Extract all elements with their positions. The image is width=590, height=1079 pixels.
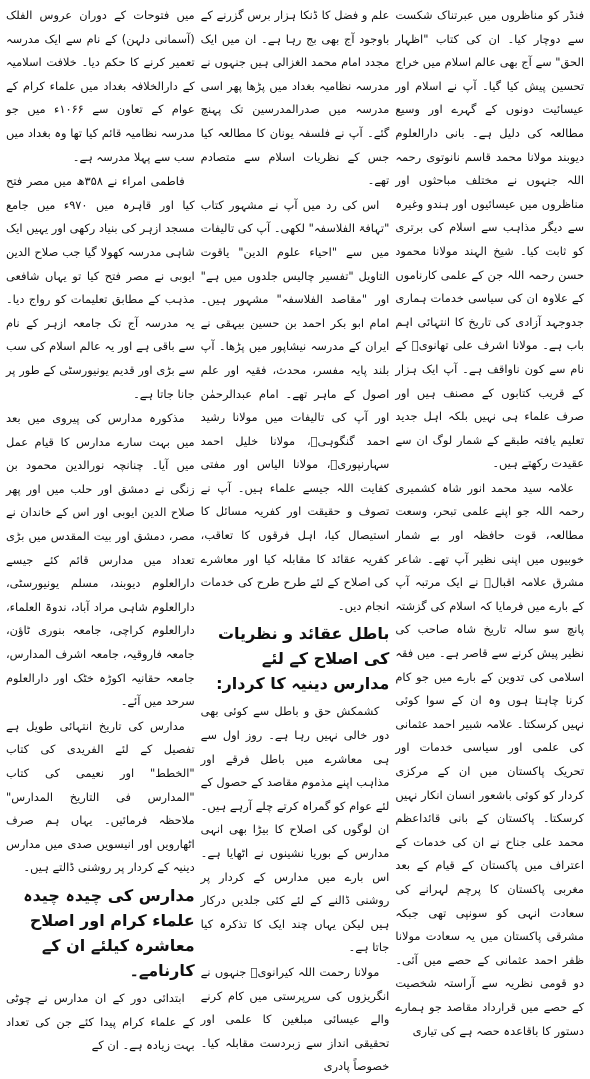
section-heading: باطل عقائد و نظریات کی اصلاح کے لئے مدارس دینیہ کا کردار: — [216, 624, 390, 694]
paragraph: علم و فضل کا ڈنکا ہزار برس گزرنے کے باوجود آج بھی بج رہا ہے۔ ان میں ایک مجدد امام محمد الغزالی ہیں جنہوں نے مدرسہ نظامیہ بغداد میں پڑھا پھر اسی مدرسہ میں صدرالمدرسین تک پہنچ گئے۔ آپ نے فلسفہ یونان کا مطالعہ کیا جس کے نظریات اسلام سے متصادم تھے۔ — [200, 8, 390, 188]
paragraph: مولانا رحمت اللہ کیرانویؒ جنہوں نے انگریزوں کی سرپرستی میں کام کرنے والے عیسائی مبلغین کا علمی اور تحقیقی انداز سے زبردست مقابلہ کیا۔ خصوصاً پادری — [200, 964, 390, 1074]
document-page — [6, 4, 585, 1074]
paragraph: مدارس کی تاریخ انتہائی طویل ہے تفصیل کے لئے الفریدی کی کتاب "الخطط" اور نعیمی کی کتاب "المدارس فی التاریخ المدارس" ملاحظہ فرمائیں۔ یہاں ہم صرف اٹھارویں اور انیسویں صدی میں مدارس دینیہ کے کردار پر روشنی ڈالتے ہیں۔ — [6, 718, 195, 875]
paragraph: اس کی رد میں آپ نے مشہور کتاب "تہافۃ الفلاسفہ" لکھی۔ آپ کی تالیفات میں سے "احیاء علوم الدین" یاقوت التاویل "تفسیر چالیس جلدوں میں ہے" اور "مقاصد الفلاسفہ" مشہور ہیں۔ امام ابو بکر احمد بن حسین بیہقی نے ایران کے مدرسہ نیشاپور میں پڑھا۔ آپ بلند پایہ مفسر، محدث، فقیہ اور علم اصول کے ماہر تھے۔ امام عبدالرحمٰن اور آپ کی تالیفات میں مولانا رشید احمد گنگوہیؒ، مولانا خلیل احمد سہارنپوریؒ، مولانا الیاس اور مفتی کفایت اللہ جیسے علماء ہیں۔ آپ نے تصوف و حقیقت اور کفریہ مسائل کا استیصال کیا، اہل فرقوں کا تعاقب، کفریہ عقائد کا مقابلہ کیا اور معاشرے کی اصلاح کے لئے طرح طرح کی خدمات انجام دیں۔ — [200, 197, 390, 613]
section-heading: مدارس کی چیدہ چیدہ علماء کرام اور اصلاح معاشرہ کیلئے ان کے کارنامے۔ — [23, 885, 195, 980]
paragraph: علامہ سید محمد انور شاہ کشمیری رحمہ اللہ جو اپنے علمی تبحر، وسعت مطالعہ، قوت حافظہ اور بے شمار خوبیوں میں اپنی نظیر آپ تھے۔ شاعر مشرق علامہ اقبالؒ نے ایک مرتبہ آپ کے بارے میں فرمایا کہ اسلام کی گزشتہ پانچ سو سالہ تاریخ شاہ صاحب کی نظیر پیش کرنے سے قاصر ہے۔ میں فقہ اسلامی کی تدوین کے بارے میں جو کام کرنا چاہتا ہوں وہ ان کے سوا کوئی نہیں کرسکتا۔ علامہ شبیر احمد عثمانی کی علمی اور سیاسی خدمات اور تحریک پاکستان میں ان کے مرکزی کردار کو کوئی باشعور انسان انکار نہیں کرسکتا۔ پاکستان کے بانی قائداعظم محمد علی جناح نے ان کی خدمات کے اعتراف میں پاکستان کے قیام کے بعد مغربی پاکستان کا پرچم لہرانے کی سعادت انہی کو سونپی تھی جبکہ مشرقی پاکستان میں یہ سعادت مولانا ظفر احمد عثمانی کے حصے میں آئی۔ دو قومی نظریہ سے آراستہ شخصیت کے حصے میں قرارداد مقاصد جو ہمارے دستور کا باقاعدہ حصہ ہے کی تیاری — [395, 480, 585, 1038]
column-right — [6, 4, 195, 1053]
paragraph: میں فتوحات کے دوران عروس الفلک (آسمانی دلہن) کے نام سے ایک مدرسہ تعمیر کرنے کا حکم دیا۔ خلافت اسلامیہ کے دارالخلافہ بغداد میں علماء کرام کے عوام کے تعاون سے ۱۰۶۶ء میں جو مدرسہ نظامیہ قائم کیا تھا وہ بغداد میں سب سے پہلا مدرسہ ہے۔ — [6, 8, 195, 164]
column-middle — [200, 4, 390, 1074]
paragraph: فاطمی امراء نے ۳۵۸ھ میں مصر فتح کیا اور قاہرہ میں ۹۷۰ء میں جامع مسجد ازہر کی بنیاد رکھی اور یہیں ایک شاہی مدرسہ کھولا گیا جب صلاح الدین ایوبی نے مصر فتح کیا تو یہاں شافعی مذہب کے مطابق تعلیمات کو رواج دیا۔ یہ مدرسہ آج تک جامعہ ازہر کے نام سے باقی ہے اور یہ عالم اسلام کی سب سے بڑی اور قدیم یونیورسٹی کے طور پر جانا جاتا ہے۔ — [6, 174, 195, 401]
paragraph: ابتدائی دور کے ان مدارس نے چوٹی کے علماء کرام پیدا کئے جن کی تعداد بہت زیادہ ہے۔ ان کے — [6, 990, 195, 1053]
paragraph: کشمکش حق و باطل سے کوئی بھی دور خالی نہیں رہا ہے۔ روز اول سے ہی معاشرے میں باطل فرقے اور مذاہب اپنے مذموم مقاصد کے حصول کے لئے عوام کو گمراہ کرتے چلے آرہے ہیں۔ ان لوگوں کی اصلاح کا بیڑا بھی انہی مدارس کے بوریا نشینوں نے اٹھایا ہے۔ اس بارے میں مدارس کے کردار پر روشنی ڈالنے کے لئے کئی جلدیں درکار ہیں لیکن یہاں چند ایک کا تذکرہ کیا جاتا ہے۔ — [200, 704, 390, 955]
column-left — [395, 4, 585, 1038]
paragraph: مذکورہ مدارس کی پیروی میں بعد میں بہت سارے مدارس کا قیام عمل میں آیا۔ چنانچہ نورالدین محمود بن زنگی نے دمشق اور حلب میں اور پھر صلاح الدین ایوبی اور اس کے خاندان نے مصر، دمشق اور بیت المقدس میں بڑی تعداد میں مدارس قائم کئے جیسے دارالعلوم دیوبند، مسلم یونیورسٹی، دارالعلوم شاہی مراد آباد، ندوۃ العلماء، دارالعلوم کراچی، جامعہ بنوری ٹاؤن، جامعہ فاروقیہ، جامعہ اشرف المدارس، جامعہ حقانیہ اکوڑہ خٹک اور دارالعلوم سرحد میں آئے۔ — [6, 411, 195, 709]
paragraph: فنڈر کو مناظروں میں عبرتناک شکست سے دوچار کیا۔ ان کی کتاب "اظہار الحق" سے آج بھی عالم اسلام میں خراج تحسین پیش کیا گیا۔ آپ نے اسلام اور عیسائیت دونوں کے گہرے اور وسیع مطالعہ کی دلیل ہے۔ بانی دارالعلوم دیوبند مولانا محمد قاسم نانوتوی رحمہ اللہ جنہوں نے مختلف مباحثوں اور مناظروں میں عیسائیوں اور ہندو وغیرہ سے دیگر مذاہب سے اسلام کی برتری کو ثابت کیا۔ شیخ الہند مولانا محمود حسن رحمہ اللہ جن کے علمی کارناموں کے علاوہ ان کی سیاسی خدمات ہماری جدوجہد آزادی کی تاریخ کا انتہائی اہم باب ہے۔ مولانا اشرف علی تھانویؒ کے نام سے کون ناواقف ہے۔ آپ ایک ہزار کے قریب کتابوں کے مصنف ہیں اور صرف علماء ہی نہیں بلکہ اہل جدید تعلیم یافتہ طبقے کے شمار لوگ ان سے عقیدت رکھتے ہیں۔ — [395, 8, 585, 471]
